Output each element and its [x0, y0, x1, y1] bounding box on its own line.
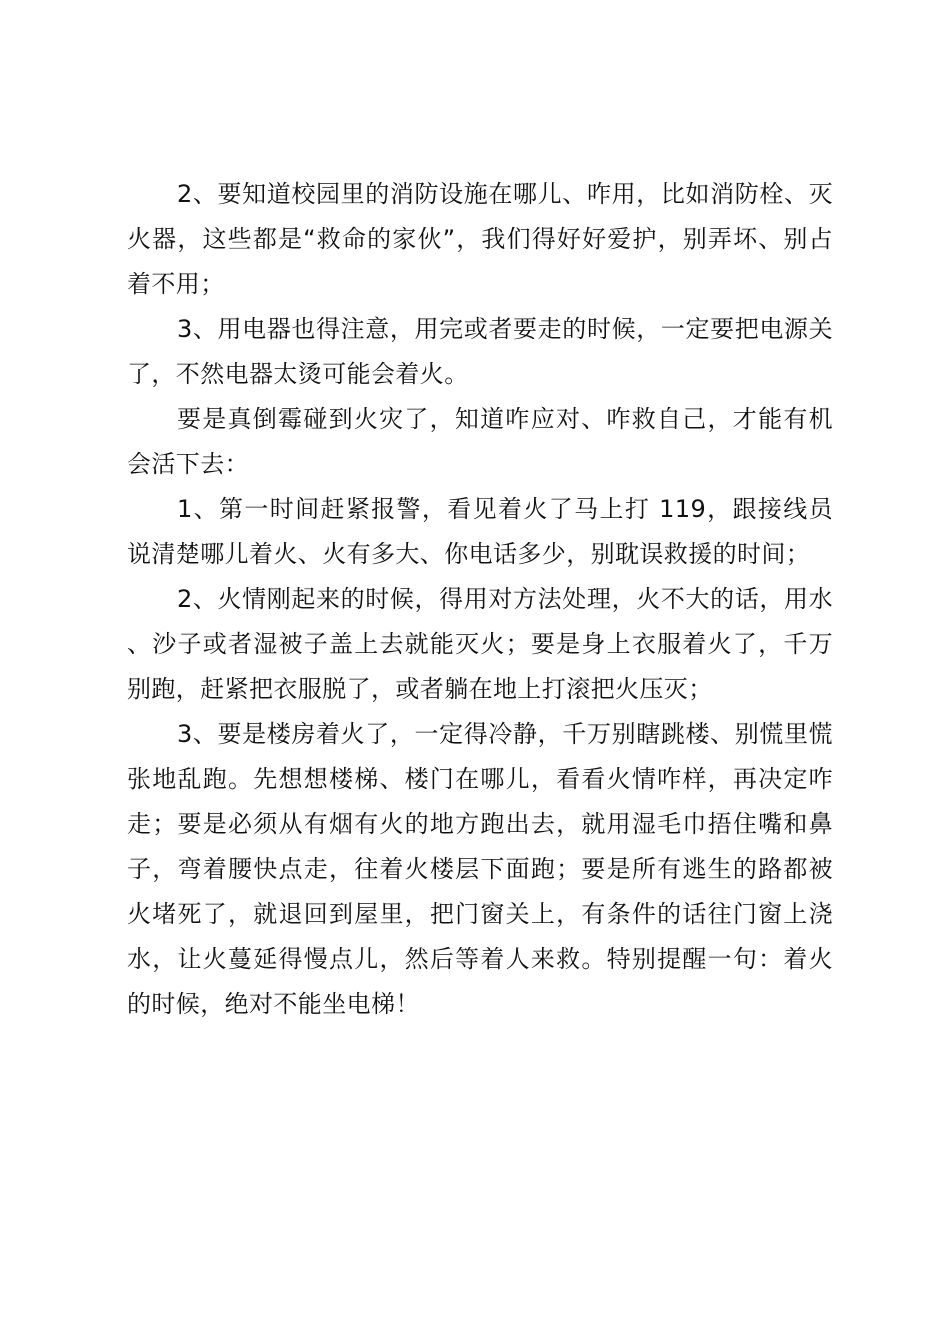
- paragraph-electrical-safety: 3、用电器也得注意，用完或者要走的时候，一定要把电源关了，不然电器太烫可能会着火。: [127, 315, 833, 388]
- document-body: [127, 172, 833, 1027]
- paragraph-call-119: 1、第一时间赶紧报警，看见着火了马上打 119，跟接线员说清楚哪儿着火、火有多大、你电话多少，别耽误救援的时间；: [127, 495, 833, 568]
- paragraph-fire-facilities: 2、要知道校园里的消防设施在哪儿、咋用，比如消防栓、灭火器，这些都是“救命的家伙”，我们得好好爱护，别弄坏、别占着不用；: [127, 180, 833, 298]
- paragraph-fire-response-intro: 要是真倒霉碰到火灾了，知道咋应对、咋救自己，才能有机会活下去：: [127, 405, 833, 478]
- paragraph-early-fire-handling: 2、火情刚起来的时候，得用对方法处理，火不大的话，用水、沙子或者湿被子盖上去就能灭火；要是身上衣服着火了，千万别跑，赶紧把衣服脱了，或者躺在地上打滚把火压灭；: [127, 585, 833, 703]
- paragraph-building-fire-escape: 3、要是楼房着火了，一定得冷静，千万别瞎跳楼、别慌里慌张地乱跑。先想想楼梯、楼门在哪儿，看看火情咋样，再决定咋走；要是必须从有烟有火的地方跑出去，就用湿毛巾捂住嘴和鼻子，弯着腰快点走，往着火楼层下面跑；要是所有逃生的路都被火堵死了，就退回到屋里，把门窗关上，有条件的话往门窗上浇水，让火蔓延得慢点儿，然后等着人来救。特别提醒一句：着火的时候，绝对不能坐电梯！: [127, 720, 833, 1018]
